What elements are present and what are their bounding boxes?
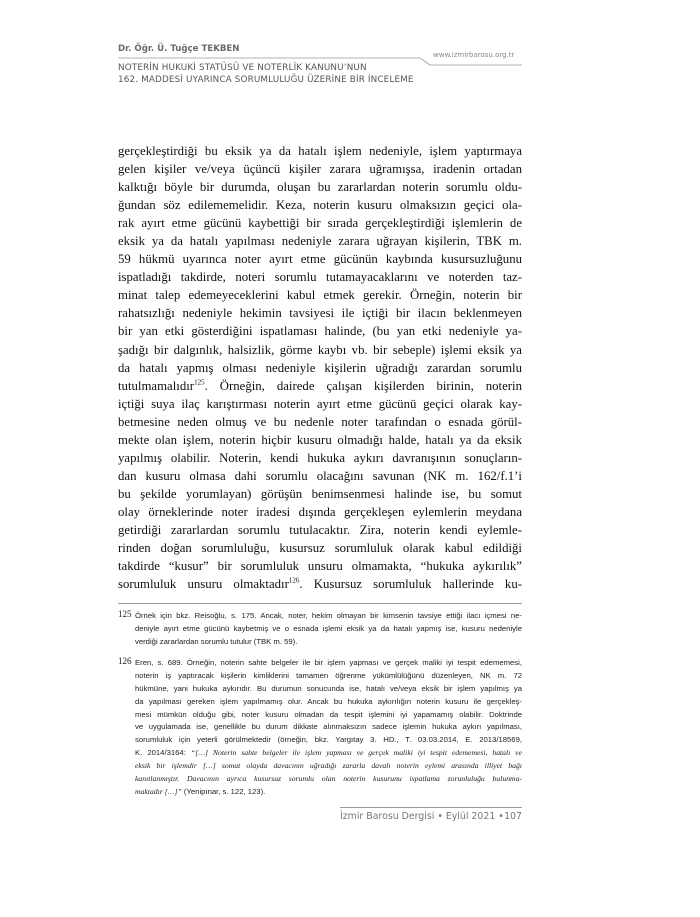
body-line-text: sorumluluk unsuru olmaktadır bbox=[118, 577, 289, 592]
footnote-ref: 126 bbox=[288, 576, 300, 585]
footnote-line bbox=[135, 747, 522, 760]
body-line-text: şadığı bir dalgınlık, halsizlik, görme kaybı vb. bir sebeple) işlemi eksik ya bbox=[118, 342, 522, 357]
body-line bbox=[118, 341, 522, 359]
body-line-text: rahatsızlığı nedeniyle hekimin tavsiyesi ile içtiği bir ilacın beklenmeyen bbox=[118, 306, 522, 321]
body-line bbox=[118, 413, 522, 431]
body-line bbox=[118, 178, 522, 196]
footnote-text: (Yenipınar, s. 122, 123). bbox=[181, 786, 266, 796]
footnote-line bbox=[135, 623, 522, 636]
body-line-text: . Kusursuz sorumluluk hallerinde ku- bbox=[299, 577, 522, 592]
body-line bbox=[118, 268, 522, 286]
footnote bbox=[118, 610, 522, 649]
footnotes bbox=[118, 610, 522, 799]
footnote-quote: kanıtlanmıştır. Davacının ayrıca kusursuz sorumlu olan noterin kusurunu ispatlama zorunluluğu bulunma- bbox=[135, 774, 522, 784]
body-line bbox=[118, 286, 522, 304]
body-line-text: bu şekilde yorumlayan) görüşün benimsenmesi halinde ise, bu somut bbox=[118, 486, 522, 501]
footnote-line bbox=[135, 786, 522, 799]
body-line bbox=[118, 521, 522, 539]
body-line bbox=[118, 503, 522, 521]
footnote-text: noterin iş yaptıracak kişilerin kimliklerini tamamen öğrenme yükümlülüğünü düzenleyen, NK m. 72 bbox=[135, 670, 522, 680]
body-line bbox=[118, 304, 522, 322]
footnote-rule bbox=[118, 603, 522, 604]
footnote-text: Örnek için bkz. Reisoğlu, s. 175. Ancak, noter, hekim olmayan bir kimsenin tavsiye ettiği ilacı içmesi ne- bbox=[135, 611, 522, 621]
running-title-line: 162. MADDESİ UYARINCA SORUMLULUĞU ÜZERİNE BİR İNCELEME bbox=[118, 75, 414, 85]
footnote-line bbox=[135, 670, 522, 683]
footnote-text: mesi mümkün olduğu gibi, noter kusuru olmadan da tespit işlemini iyi yapamamış olabilir. Doktrinde bbox=[135, 709, 522, 719]
footnote-text: verdiği zararlardan sorumlu tutulur (TBK m. 59). bbox=[135, 636, 298, 646]
footnote-ref: 125 bbox=[194, 378, 205, 387]
body-line bbox=[118, 232, 522, 250]
body-line bbox=[118, 377, 522, 395]
footnote-line bbox=[135, 709, 522, 722]
page-number: 107 bbox=[504, 810, 522, 822]
body-line-text: içtiği suya ilaç karıştırması noterin ayırt etme gücünü geçici olarak kay- bbox=[118, 396, 522, 411]
footnote bbox=[118, 657, 522, 799]
body-line-text: yapılmış olabilir. Noterin, kendi hukuka aykırı davranışının sonuçların- bbox=[118, 450, 522, 465]
body-line bbox=[118, 431, 522, 449]
footnote-text: hükmüne, yani hukuka aykırıdır. Bu durumun sonucunda ise, hatalı ve/veya eksik bir işlem yapılmış ya bbox=[135, 683, 522, 693]
journal-name: İzmir Barosu Dergisi • Eylül 2021 • bbox=[340, 810, 504, 822]
footnote-text: ve uygulamada ise, genellikle bu durum dikkate alınmaksızın sadece işlemin hukuka aykırı yapılması, bbox=[135, 722, 522, 732]
body-line-text: mekte olan işlem, noterin hiçbir kusuru olmadığı halde, hatalı ya da eksik bbox=[118, 432, 522, 447]
footnote-line bbox=[135, 636, 522, 649]
body-line bbox=[118, 575, 522, 593]
body-line-text: . Örneğin, dairede çalışan kişilerden birinin, noterin bbox=[204, 378, 522, 393]
body-line-text: takdirde “kusur” bir sorumluluk unsuru olmamakta, “hukuka aykırılık” bbox=[118, 559, 522, 574]
body-line-text: rak ayırt etme gücünü kaybettiği bir sırada gerçekleştirdiği işlemlerin de bbox=[118, 216, 522, 231]
body-line-text: getirdiği zararlardan sorumlu tutulacaktır. Zira, noterin kendi eylemle- bbox=[118, 522, 522, 537]
body-line bbox=[118, 196, 522, 214]
running-title-line: NOTERİN HUKUKİ STATÜSÜ VE NOTERLİK KANUNU’NUN bbox=[118, 63, 367, 73]
body-line bbox=[118, 322, 522, 340]
body-line-text: gelen kişiler ve/veya üçüncü kişiler zarara uğramışsa, iradenin ortadan bbox=[118, 162, 522, 177]
footnote-number: 126 bbox=[118, 655, 132, 666]
footnote-line bbox=[135, 657, 522, 670]
body-line bbox=[118, 485, 522, 503]
page-column bbox=[118, 142, 522, 822]
footnote-quote: “[…] Noterin sahte belgeler ile işlem yapması ve gerçek maliki iyi tespit edememesi, hatalı ve bbox=[190, 748, 522, 758]
decorative-rules bbox=[0, 0, 700, 80]
footnote-line bbox=[135, 773, 522, 786]
body-line bbox=[118, 557, 522, 575]
header-rule bbox=[118, 58, 522, 65]
body-line-text: olay örneklerinde noter iradesi dışında gerçekleşen eylemlerin meydana bbox=[118, 504, 522, 519]
body-line-text: betmesine neden olmuş ve bu nedenle noter tarafından o esnada görül- bbox=[118, 414, 522, 429]
body-line bbox=[118, 250, 522, 268]
body-line-text: ispatladığı takdirde, noteri sorumlu tutamayacaklarını ve noterden taz- bbox=[118, 270, 522, 285]
body-line-text: rinden doğan sorumluluğu, kusursuz sorumluluk olarak kabul edildiği bbox=[118, 541, 522, 556]
body-line-text: da hatalı yapmış olması nedeniyle kişilerin uğradığı zarardan sorumlu bbox=[118, 360, 522, 375]
body-line bbox=[118, 467, 522, 485]
body-line-text: ğundan söz edilememelidir. Keza, noterin kusuru olmaksızın geçici ola- bbox=[118, 198, 522, 213]
footnote-line bbox=[135, 610, 522, 623]
body-line bbox=[118, 395, 522, 413]
body-line-text: 59 hükmü uyarınca noter ayırt etme gücünün kaybında kusursuzluğunu bbox=[118, 252, 522, 267]
page-footer bbox=[340, 808, 522, 822]
body-line-text: kalktığı böyle bir durumda, oluşan bu zararlardan noterin sorumlu oldu- bbox=[118, 180, 522, 195]
body-line-text: bir yan etki gösterdiğini ispatlaması halinde, (bu yan etki nedeniyle ya- bbox=[118, 324, 522, 339]
body-line bbox=[118, 214, 522, 232]
footnote-quote: maktadır […]” bbox=[135, 786, 182, 796]
body-line bbox=[118, 142, 522, 160]
footnote-quote: eksik bir işlemdir […] somut olayda davacının uğradığı zararla davalı noterin eylemi arasında illiyet bağı bbox=[135, 761, 522, 771]
footnote-line bbox=[135, 683, 522, 696]
footnote-text: Eren, s. 689. Örneğin, noterin sahte belgeler ile bir işlem yapması ve gerçek maliki iyi tespit edememesi, bbox=[135, 657, 522, 667]
body-text bbox=[118, 142, 522, 593]
body-line-text: dan kusuru olmasa dahi sorumlu olacağını savunan (NK m. 162/f.1’i bbox=[118, 468, 522, 483]
body-line-text: minat talep edemeyeceklerini kabul etmek gerekir. Örneğin, noterin bir bbox=[118, 288, 522, 303]
footnote-number: 125 bbox=[118, 609, 132, 620]
footnote-text: K. 2014/3164: bbox=[135, 748, 191, 758]
footnote-text: deniyle ayırt etme gücünü kaybetmiş ve o esnada işlemi eksik ya da hatalı yapmış ise, kusuru nedeniyle bbox=[135, 624, 522, 634]
body-line-text: gerçekleştirdiği bu eksik ya da hatalı işlem nedeniyle, işlem yaptırmaya bbox=[118, 144, 522, 158]
footnote-text: da yapılması gereken işlem yapılmamış olur. Ancak bu hukuka aykırılığın noterin kusuru ile gerçekleş- bbox=[135, 696, 522, 706]
website-url[interactable]: www.izmirbarosu.org.tr bbox=[433, 51, 515, 59]
footnote-line bbox=[135, 760, 522, 773]
author-name: Dr. Öğr. Ü. Tuğçe TEKBEN bbox=[118, 44, 240, 54]
body-line bbox=[118, 539, 522, 557]
body-line-text: tutulmamalıdır bbox=[118, 378, 195, 393]
footnote-line bbox=[135, 696, 522, 709]
footnote-line bbox=[135, 734, 522, 747]
body-line bbox=[118, 160, 522, 178]
footnote-line bbox=[135, 721, 522, 734]
body-line bbox=[118, 359, 522, 377]
body-line-text: eksik ya da hatalı yapılması nedeniyle zarara uğrayan kişilerin, TBK m. bbox=[118, 234, 522, 249]
footnote-text: sorumluluk için yeterli görülmektedir (örneğin, bkz. Yargıtay 3. HD., T. 03.03.2014, E. 2013/18569, bbox=[135, 735, 522, 745]
body-line bbox=[118, 449, 522, 467]
